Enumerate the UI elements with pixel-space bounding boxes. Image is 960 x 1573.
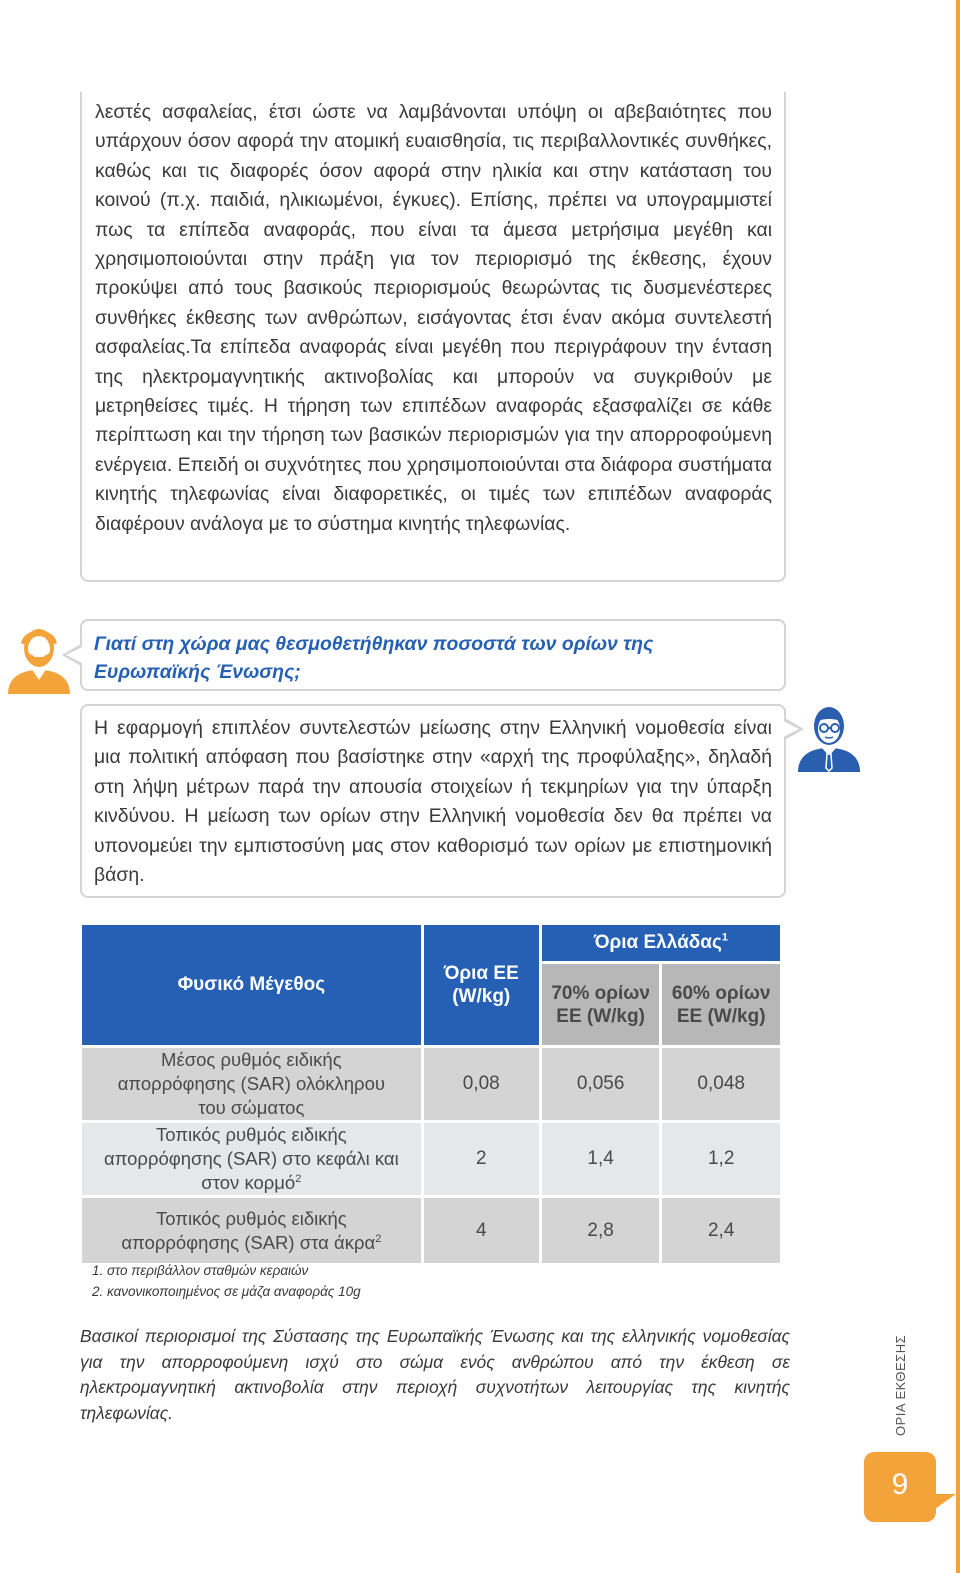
row-label-cell [82, 1198, 421, 1263]
col-header-eu-limits [424, 925, 539, 1045]
col-header-60-percent [662, 961, 780, 1045]
section-label: ΟΡΙΑ ΕΚΘΕΣΗΣ [893, 1334, 908, 1436]
cell-60-value: 1,2 [662, 1123, 780, 1195]
cell-60-value: 2,4 [662, 1198, 780, 1263]
page-number: 9 [891, 1468, 909, 1501]
answer-box [80, 704, 786, 898]
table-row [82, 1123, 780, 1195]
cell-60-value: 0,048 [662, 1048, 780, 1120]
row-note: 2 [295, 1172, 302, 1185]
row-label: Μέσος ρυθμός ειδικής απορρόφησης (SAR) ολόκληρου του σώματος [117, 1049, 385, 1118]
col-header-greece-text: Όρια Ελλάδας [593, 932, 722, 953]
row-note: 2 [375, 1232, 382, 1245]
footnote-2: 2. κανονικοποιημένος σε μάζα αναφοράς 10g [92, 1284, 361, 1299]
cell-70-value: 1,4 [542, 1123, 660, 1195]
intro-text-box [80, 92, 786, 582]
col-header-greece-note: 1 [721, 931, 728, 944]
cell-70-value: 0,056 [542, 1048, 660, 1120]
row-label-cell [82, 1123, 421, 1195]
table-row [82, 1198, 780, 1263]
col-header-eu-limits-text: Όρια ΕΕ (W/kg) [443, 963, 519, 1007]
table-row [82, 1048, 780, 1120]
edge-stripe [956, 0, 960, 1573]
col-header-60-text: 60% ορίων ΕΕ (W/kg) [671, 982, 771, 1027]
col-header-70-text: 70% ορίων ΕΕ (W/kg) [551, 982, 650, 1027]
question-text: Γιατί στη χώρα μας θεσμοθετήθηκαν ποσοστά των ορίων της Ευρωπαϊκής Ένωσης; [94, 633, 654, 683]
man-with-glasses-and-tie-icon [794, 700, 864, 772]
row-label: Τοπικός ρυθμός ειδικής απορρόφησης (SAR) στα άκρα [121, 1207, 376, 1253]
col-header-quantity: Φυσικό Μέγεθος [82, 925, 421, 1045]
table-caption: Βασικοί περιορισμοί της Σύστασης της Ευρωπαϊκής Ένωσης και της ελληνικής νομοθεσίας για την απορροφούμενη ισχύ στο σώμα ενός ανθρώπου από την έκθεση σε ηλεκτρομαγνητική ακτινοβολία στην περιοχή συχνοτήτων λειτουργίας της κινητής τηλεφωνίας. [80, 1326, 790, 1423]
cell-70-value: 2,8 [542, 1198, 660, 1263]
row-label: Τοπικός ρυθμός ειδικής απορρόφησης (SAR) στο κεφάλι και στον κορμό [103, 1124, 399, 1193]
answer-text: Η εφαρμογή επιπλέον συντελεστών μείωσης στην Ελληνική νομοθεσία είναι μια πολιτική απόφαση που βασίστηκε στην «αρχή της προφύλαξης», δηλαδή στη λήψη μέτρων παρά την απουσία στοιχείων ή τεκμηρίων για την ύπαρξη κινδύνου. Η μείωση των ορίων στην Ελληνική νομοθεσία δεν θα πρέπει να υπονομεύει την εμπιστοσύνη μας στον καθορισμό των ορίων με επιστημονική βάση. [94, 717, 772, 887]
bearded-man-icon [4, 622, 74, 694]
question-box [80, 619, 786, 691]
footnote-1: 1. στο περιβάλλον σταθμών κεραιών [92, 1263, 309, 1278]
col-header-greece-limits [542, 925, 780, 961]
intro-paragraph: λεστές ασφαλείας, έτσι ώστε να λαμβάνονται υπόψη οι αβεβαιότητες που υπάρχουν όσον αφορά την ατομική ευαισθησία, τις περιβαλλοντικές συνθήκες, καθώς και τις διαφορές όσον αφορά στην ηλικία και στην κατάσταση του κοινού (π.χ. παιδιά, ηλικιωμένοι, έγκυες). Επίσης, πρέπει να υπογραμμιστεί πως τα επίπεδα αναφοράς, που είναι τα άμεσα μετρήσιμα μεγέθη και χρησιμοποιούνται στην πράξη για τον περιορισμό της έκθεσης, έχουν προκύψει από τους βασικούς περιορισμούς θεωρώντας τις δυσμενέστερες συνθήκες έκθεσης των ανθρώπων, εισάγοντας έτσι έναν ακόμα συντελεστή ασφαλείας.Τα επίπεδα αναφοράς είναι μεγέθη που περιγράφουν την ένταση της ηλεκτρομαγνητικής ακτινοβολίας και μπορούν να συγκριθούν με μετρηθείσες τιμές. Η τήρηση των επιπέδων αναφοράς εξασφαλίζει σε κάθε περίπτωση και την τήρηση των βασικών περιορισμών για την απορροφούμενη ενέργεια. Επειδή οι συχνότητες που χρησιμοποιούνται στα διάφορα συστήματα κινητής τηλεφωνίας είναι διαφορετικές, οι τιμές των επιπέδων αναφοράς διαφέρουν ανάλογα με το σύστημα κινητής τηλεφωνίας. [95, 101, 772, 535]
row-label-cell [82, 1048, 421, 1120]
sar-limits-table [79, 925, 783, 1263]
cell-eu-value: 2 [424, 1123, 539, 1195]
cell-eu-value: 0,08 [424, 1048, 539, 1120]
cell-eu-value: 4 [424, 1198, 539, 1263]
col-header-70-percent [542, 961, 660, 1045]
